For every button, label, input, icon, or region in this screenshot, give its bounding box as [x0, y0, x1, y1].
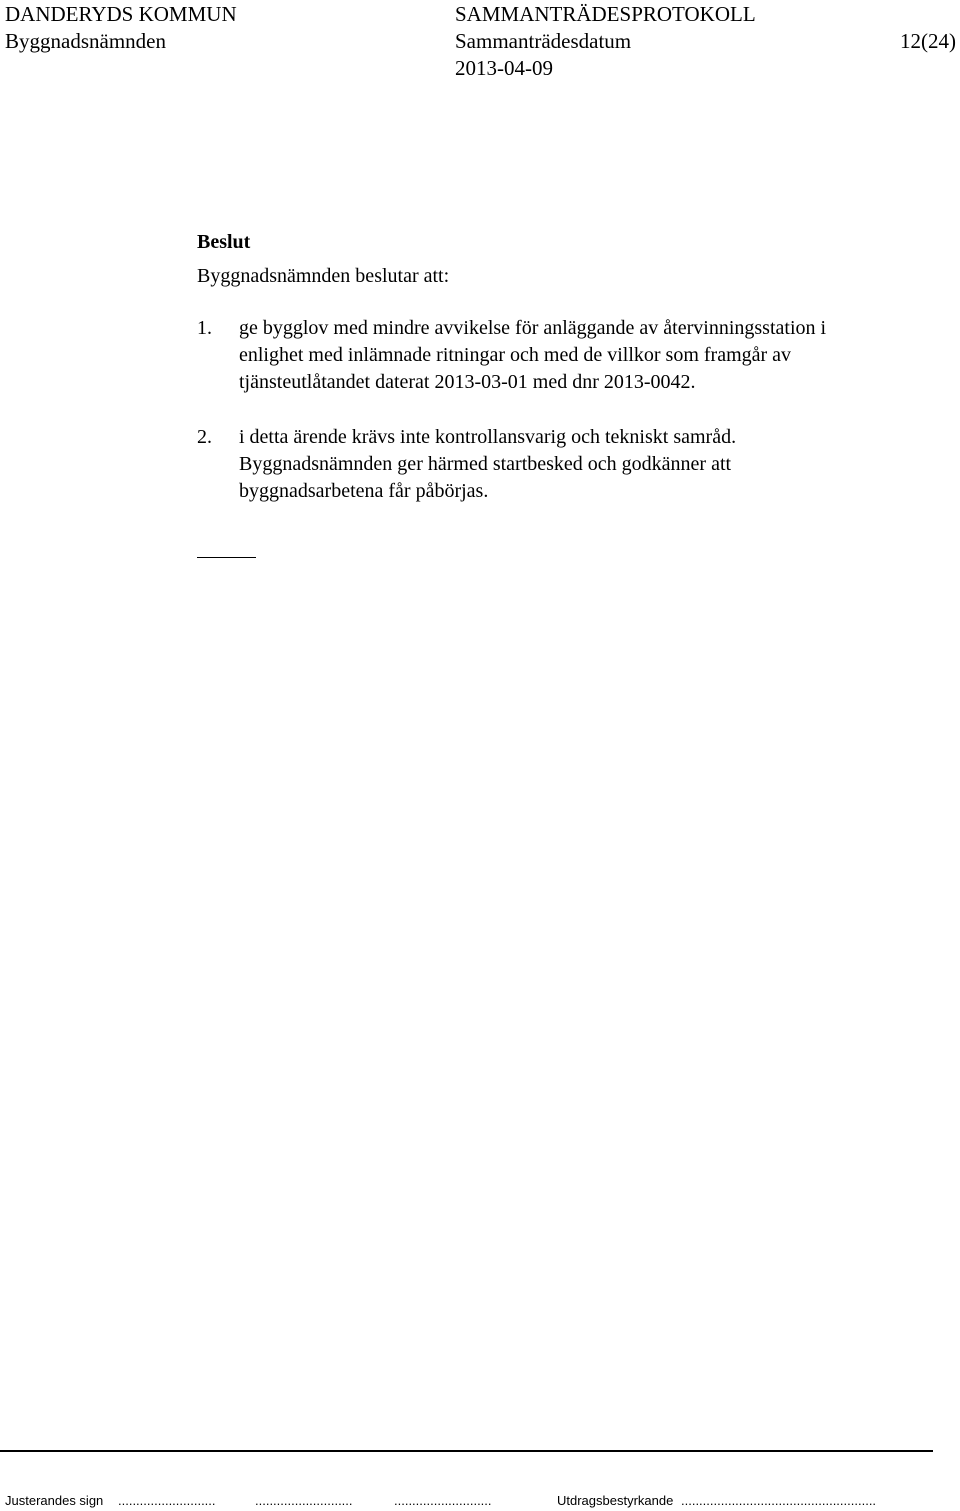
item-number: 2.: [197, 426, 212, 448]
committee-name: Byggnadsnämnden: [5, 29, 166, 53]
extract-certification-label: Utdragsbestyrkande: [557, 1493, 674, 1508]
sign-field-2: ...........................: [255, 1493, 353, 1508]
sign-field-3: ...........................: [394, 1493, 492, 1508]
item-line: ge bygglov med mindre avvikelse för anläggande av återvinningsstation i: [239, 317, 827, 339]
decision-item-1: [0, 315, 960, 396]
sign-label: Justerandes sign: [5, 1493, 104, 1508]
sign-field-1: ...........................: [118, 1493, 216, 1508]
item-line: byggnadsarbetena får påbörjas.: [239, 480, 489, 502]
extract-certification-field: ......................................................: [681, 1493, 877, 1508]
item-line: i detta ärende krävs inte kontrollansvarig och tekniskt samråd.: [239, 426, 737, 448]
section-separator: [197, 557, 256, 558]
decision-intro: Byggnadsnämnden beslutar att:: [197, 265, 450, 287]
decision-item-2: [0, 424, 960, 505]
item-line: enlighet med inlämnade ritningar och med de villkor som framgår av: [239, 344, 792, 366]
document-type: SAMMANTRÄDESPROTOKOLL: [455, 2, 756, 26]
municipality-name: DANDERYDS KOMMUN: [5, 2, 237, 26]
meeting-date: 2013-04-09: [455, 56, 553, 80]
decision-heading: Beslut: [197, 231, 251, 253]
item-number: 1.: [197, 317, 212, 339]
page-number: 12(24): [900, 29, 956, 53]
footer-rule: [0, 1450, 933, 1452]
item-line: tjänsteutlåtandet daterat 2013-03-01 med dnr 2013-0042.: [239, 371, 696, 393]
item-line: Byggnadsnämnden ger härmed startbesked och godkänner att: [239, 453, 732, 475]
meeting-date-label: Sammanträdesdatum: [455, 29, 632, 53]
